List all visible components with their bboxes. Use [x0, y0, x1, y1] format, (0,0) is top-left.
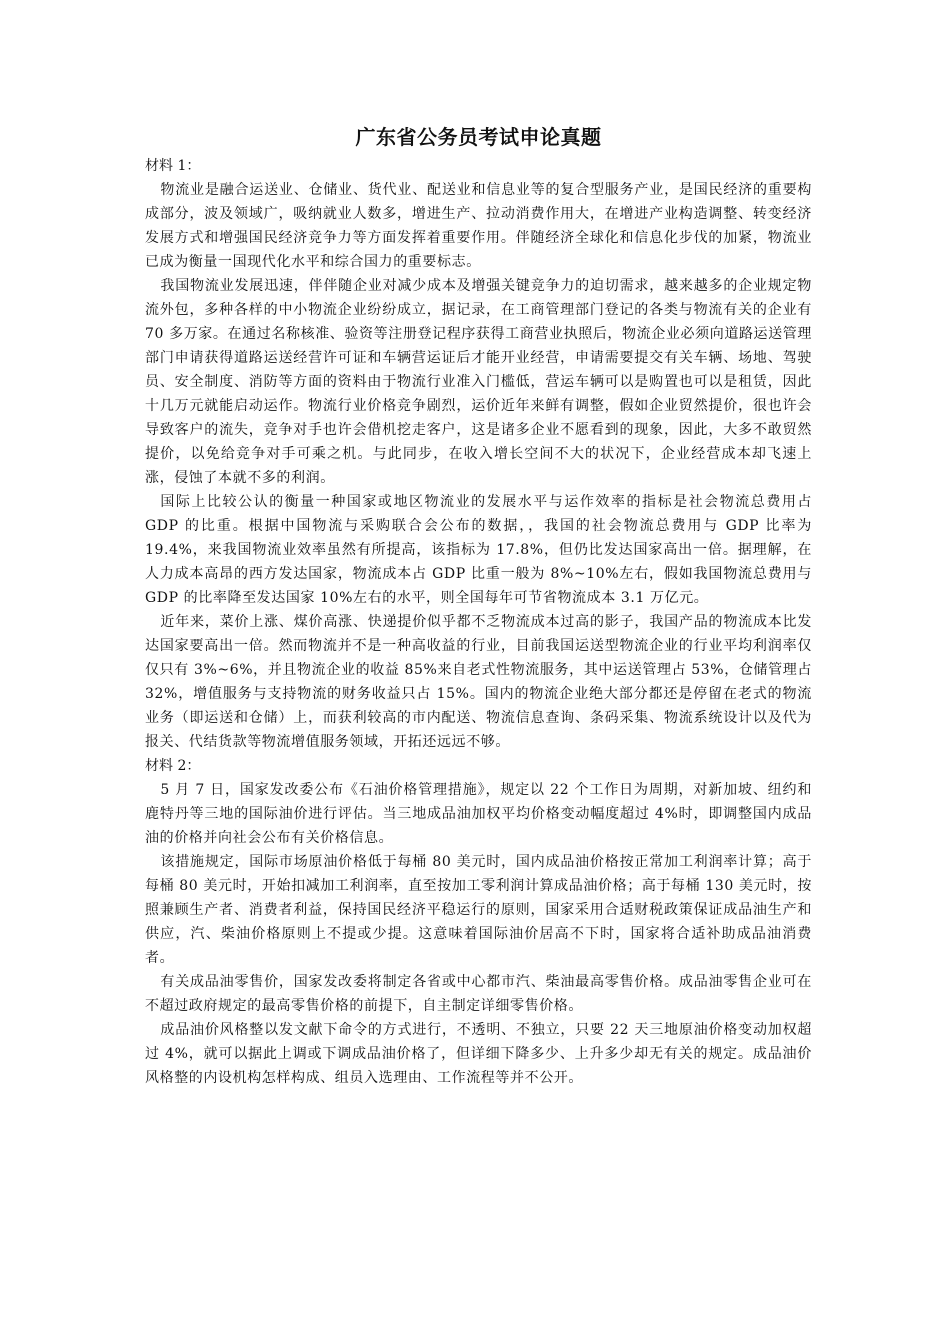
material-1-label: 材料 1： [145, 158, 201, 174]
paragraph: 该措施规定，国际市场原油价格低于每桶 80 美元时，国内成品油价格按正常加工利润率计算；高于每桶 80 美元时，开始扣减加工利润率，直至按加工零利润计算成品油价格；高于每桶 130 美元时，按照兼顾生产者、消费者利益，保持国民经济平稳运行的原则，国家采用合适财税政策保证成品油生产和供应，汽、柴油价格原则上不提或少提。这意味着国际油价居高不下时，国家将合适补助成品油消费者。 [145, 854, 812, 966]
paragraph: 我国物流业发展迅速，伴伴随企业对减少成本及增强关键竞争力的迫切需求，越来越多的企业规定物流外包，多种各样的中小物流企业纷纷成立，据记录，在工商管理部门登记的各类与物流有关的企业有 70 多万家。在通过名称核准、验资等注册登记程序获得工商营业执照后，物流企业必须向道路运送管理部门申请获得道路运送经营许可证和车辆营运证后才能开业经营，申请需要提交有关车辆、场地、驾驶员、安全制度、消防等方面的资料由于物流行业准入门槛低，营运车辆可以是购置也可以是租赁，因此十几万元就能启动运作。物流行业价格竞争剧烈，运价近年来鲜有调整，假如企业贸然提价，很也许会导致客户的流失，竞争对手也许会借机挖走客户，这是诸多企业不愿看到的现象，因此，大多不敢贸然提价，以免给竞争对手可乘之机。与此同步，在收入增长空间不大的状况下，企业经营成本却飞速上涨，侵蚀了本就不多的利润。 [145, 278, 812, 486]
paragraph: 国际上比较公认的衡量一种国家或地区物流业的发展水平与运作效率的指标是社会物流总费用占 GDP 的比重。根据中国物流与采购联合会公布的数据，，我国的社会物流总费用与 GDP 比率为 19.4%，来我国物流业效率虽然有所提高，该指标为 17.8%，但仍比发达国家高出一倍。据理解，在人力成本高昂的西方发达国家，物流成本占 GDP 比重一般为 8%~10%左右，假如我国物流总费用与 GDP 的比率降至发达国家 10%左右的水平，则全国每年可节省物流成本 3.1 万亿元。 [145, 494, 812, 606]
paragraph: 物流业是融合运送业、仓储业、货代业、配送业和信息业等的复合型服务产业，是国民经济的重要构成部分，波及领域广，吸纳就业人数多，增进生产、拉动消费作用大，在增进产业构造调整、转变经济发展方式和增强国民经济竞争力等方面发挥着重要作用。伴随经济全球化和信息化步伐的加紧，物流业已成为衡量一国现代化水平和综合国力的重要标志。 [145, 182, 812, 270]
paragraph: 近年来，菜价上涨、煤价高涨、快递提价似乎都不乏物流成本过高的影子，我国产品的物流成本比发达国家要高出一倍。然而物流并不是一种高收益的行业，目前我国运送型物流企业的行业平均利润率仅仅只有 3%~6%，并且物流企业的收益 85%来自老式性物流服务，其中运送管理占 53%，仓储管理占 32%，增值服务与支持物流的财务收益只占 15%。国内的物流企业绝大部分都还是停留在老式的物流业务（即运送和仓储）上，而获利较高的市内配送、物流信息查询、条码采集、物流系统设计以及代为报关、代结货款等物流增值服务领域，开拓还远远不够。 [145, 614, 812, 750]
paragraph: 5 月 7 日，国家发改委公布《石油价格管理措施》，规定以 22 个工作日为周期，对新加坡、纽约和鹿特丹等三地的国际油价进行评估。当三地成品油加权平均价格变动幅度超过 4%时，即调整国内成品油的价格并向社会公布有关价格信息。 [145, 782, 812, 846]
material-2-section [145, 754, 812, 1090]
paragraph: 成品油价风格整以发文献下命令的方式进行，不透明、不独立，只要 22 天三地原油价格变动加权超过 4%，就可以据此上调或下调成品油价格了，但详细下降多少、上升多少却无有关的规定。成品油价风格整的内设机构怎样构成、组员入选理由、工作流程等并不公开。 [145, 1022, 812, 1086]
material-1-section [145, 154, 812, 754]
document-title: 广东省公务员考试申论真题 [355, 125, 602, 149]
material-2-label: 材料 2： [145, 758, 201, 774]
paragraph: 有关成品油零售价，国家发改委将制定各省或中心都市汽、柴油最高零售价格。成品油零售企业可在不超过政府规定的最高零售价格的前提下，自主制定详细零售价格。 [145, 974, 812, 1014]
